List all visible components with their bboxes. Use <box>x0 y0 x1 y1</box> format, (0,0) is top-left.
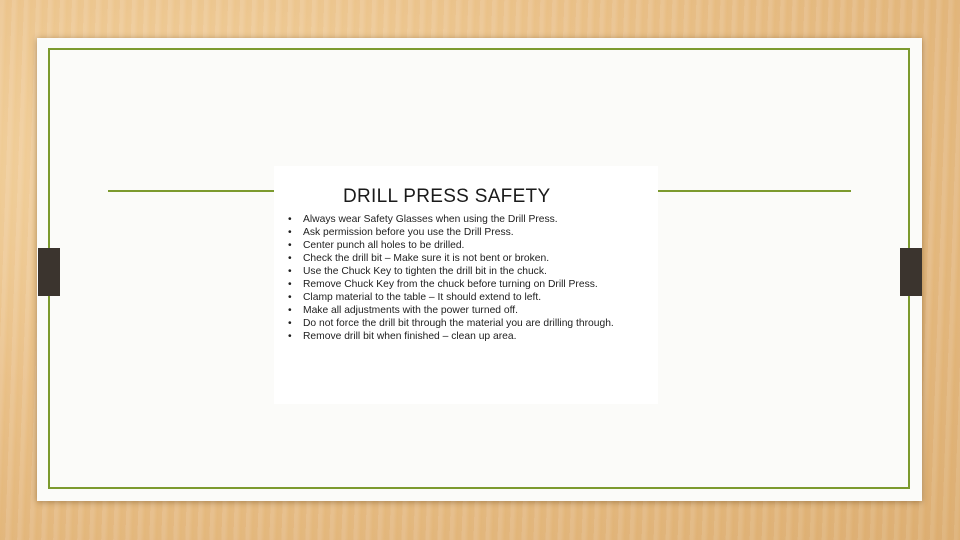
bullet-icon: • <box>288 266 292 277</box>
list-item <box>288 226 648 239</box>
list-item-text: Make all adjustments with the power turned off. <box>303 305 519 316</box>
bullet-icon: • <box>288 318 292 329</box>
bullet-icon: • <box>288 240 292 251</box>
list-item <box>288 239 648 252</box>
list-item <box>288 213 648 226</box>
bullet-icon: • <box>288 253 292 264</box>
slide <box>37 38 922 501</box>
bullet-icon: • <box>288 214 292 225</box>
list-item <box>288 252 648 265</box>
list-item-text: Clamp material to the table – It should extend to left. <box>303 292 542 303</box>
list-item <box>288 304 648 317</box>
bullet-icon: • <box>288 305 292 316</box>
safety-rules-list <box>288 213 648 343</box>
list-item-text: Do not force the drill bit through the material you are drilling through. <box>303 318 614 329</box>
safety-document-image <box>274 166 658 404</box>
bullet-icon: • <box>288 331 292 342</box>
list-item-text: Center punch all holes to be drilled. <box>303 240 465 251</box>
bullet-icon: • <box>288 279 292 290</box>
list-item-text: Remove Chuck Key from the chuck before turning on Drill Press. <box>303 279 598 290</box>
document-title: DRILL PRESS SAFETY <box>343 186 551 207</box>
bullet-icon: • <box>288 227 292 238</box>
bullet-icon: • <box>288 292 292 303</box>
list-item <box>288 330 648 343</box>
list-item-text: Ask permission before you use the Drill Press. <box>303 227 514 238</box>
list-item <box>288 265 648 278</box>
list-item <box>288 317 648 330</box>
list-item-text: Remove drill bit when finished – clean up area. <box>303 331 517 342</box>
decorative-tab-right <box>900 248 922 296</box>
list-item <box>288 278 648 291</box>
decorative-tab-left <box>38 248 60 296</box>
list-item-text: Use the Chuck Key to tighten the drill bit in the chuck. <box>303 266 547 277</box>
title-rule-right <box>657 190 851 192</box>
list-item-text: Check the drill bit – Make sure it is not bent or broken. <box>303 253 550 264</box>
list-item-text: Always wear Safety Glasses when using the Drill Press. <box>303 214 558 225</box>
list-item <box>288 291 648 304</box>
